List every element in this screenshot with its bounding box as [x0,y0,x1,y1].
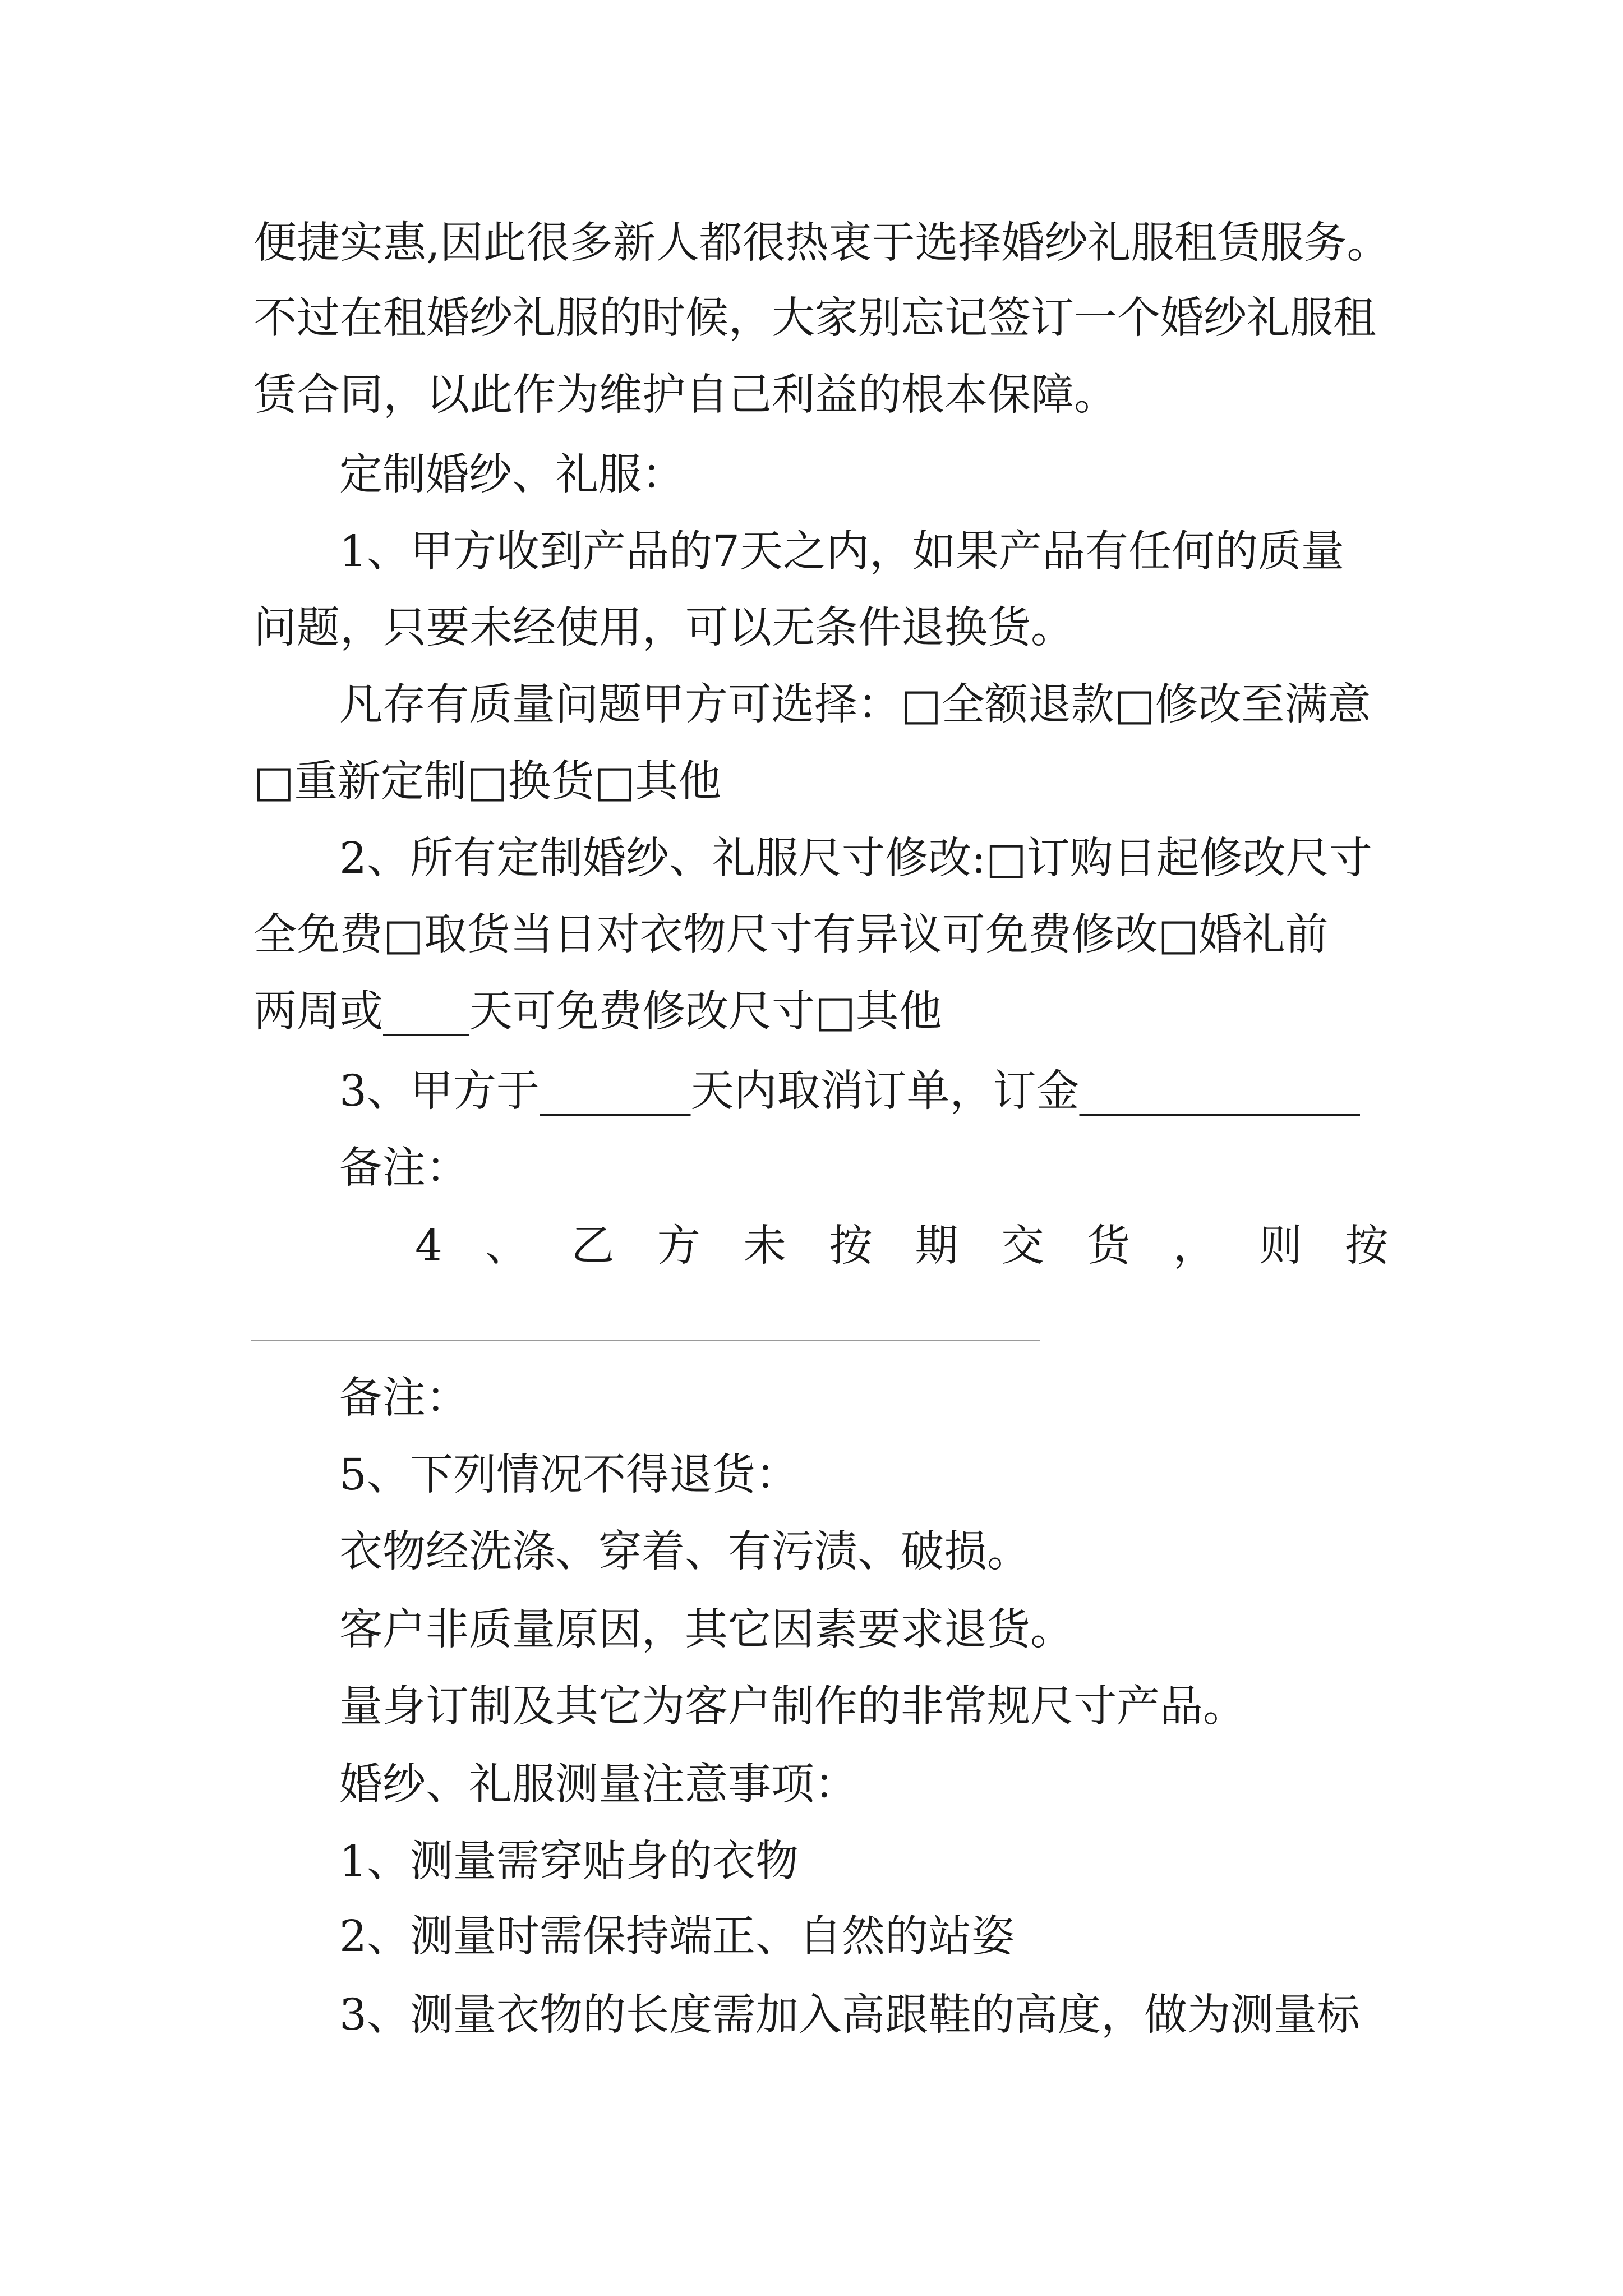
text-line: 赁合同，以此作为维护自己利益的根本保障。 [253,370,1117,420]
remark-label: 备注： [339,1143,469,1193]
text-line: 衣物经洗涤、穿着、有污渍、破损。 [339,1527,1030,1577]
text-line: 1、测量需穿贴身的衣物 [339,1837,799,1887]
text-line: 3、测量衣物的长度需加入高跟鞋的高度，做为测量标 [339,1990,1360,2040]
section-heading: 定制婚纱、礼服： [339,450,685,500]
text-line: 问题，只要未经使用，可以无条件退换货。 [253,603,1074,653]
text-line: 2、测量时需保持端正、自然的站姿 [339,1912,1015,1962]
text-line: 客户非质量原因，其它因素要求退货。 [339,1605,1073,1655]
text-line: 1、甲方收到产品的7天之内，如果产品有任何的质量 [339,527,1344,577]
text-line: 便捷实惠,因此很多新人都很热衷于选择婚纱礼服租赁服务。 [253,218,1390,268]
text-line: 凡存有质量问题甲方可选择：□全额退款□修改至满意 [339,680,1371,730]
text-line: 不过在租婚纱礼服的时候，大家别忘记签订一个婚纱礼服租 [253,293,1376,343]
section-heading: 婚纱、礼服测量注意事项： [339,1760,857,1810]
text-line: 5、下列情况不得退货： [339,1450,799,1500]
text-line: 2、所有定制婚纱、礼服尺寸修改:□订购日起修改尺寸 [339,834,1372,884]
text-line: 3、甲方于_______天内取消订单，订金_____________ [339,1066,1360,1116]
text-line: 量身订制及其它为客户制作的非常规尺寸产品。 [339,1682,1246,1732]
text-line: 两周或____天可免费修改尺寸□其他 [253,987,942,1037]
fill-in-underline [251,1340,1040,1341]
remark-label: 备注： [339,1373,469,1423]
text-line: 全免费□取货当日对衣物尺寸有异议可免费修改□婚礼前 [253,910,1329,960]
text-line: □重新定制□换货□其他 [253,757,722,807]
text-line: 4、乙方未按期交货，则按 [415,1221,1388,1271]
